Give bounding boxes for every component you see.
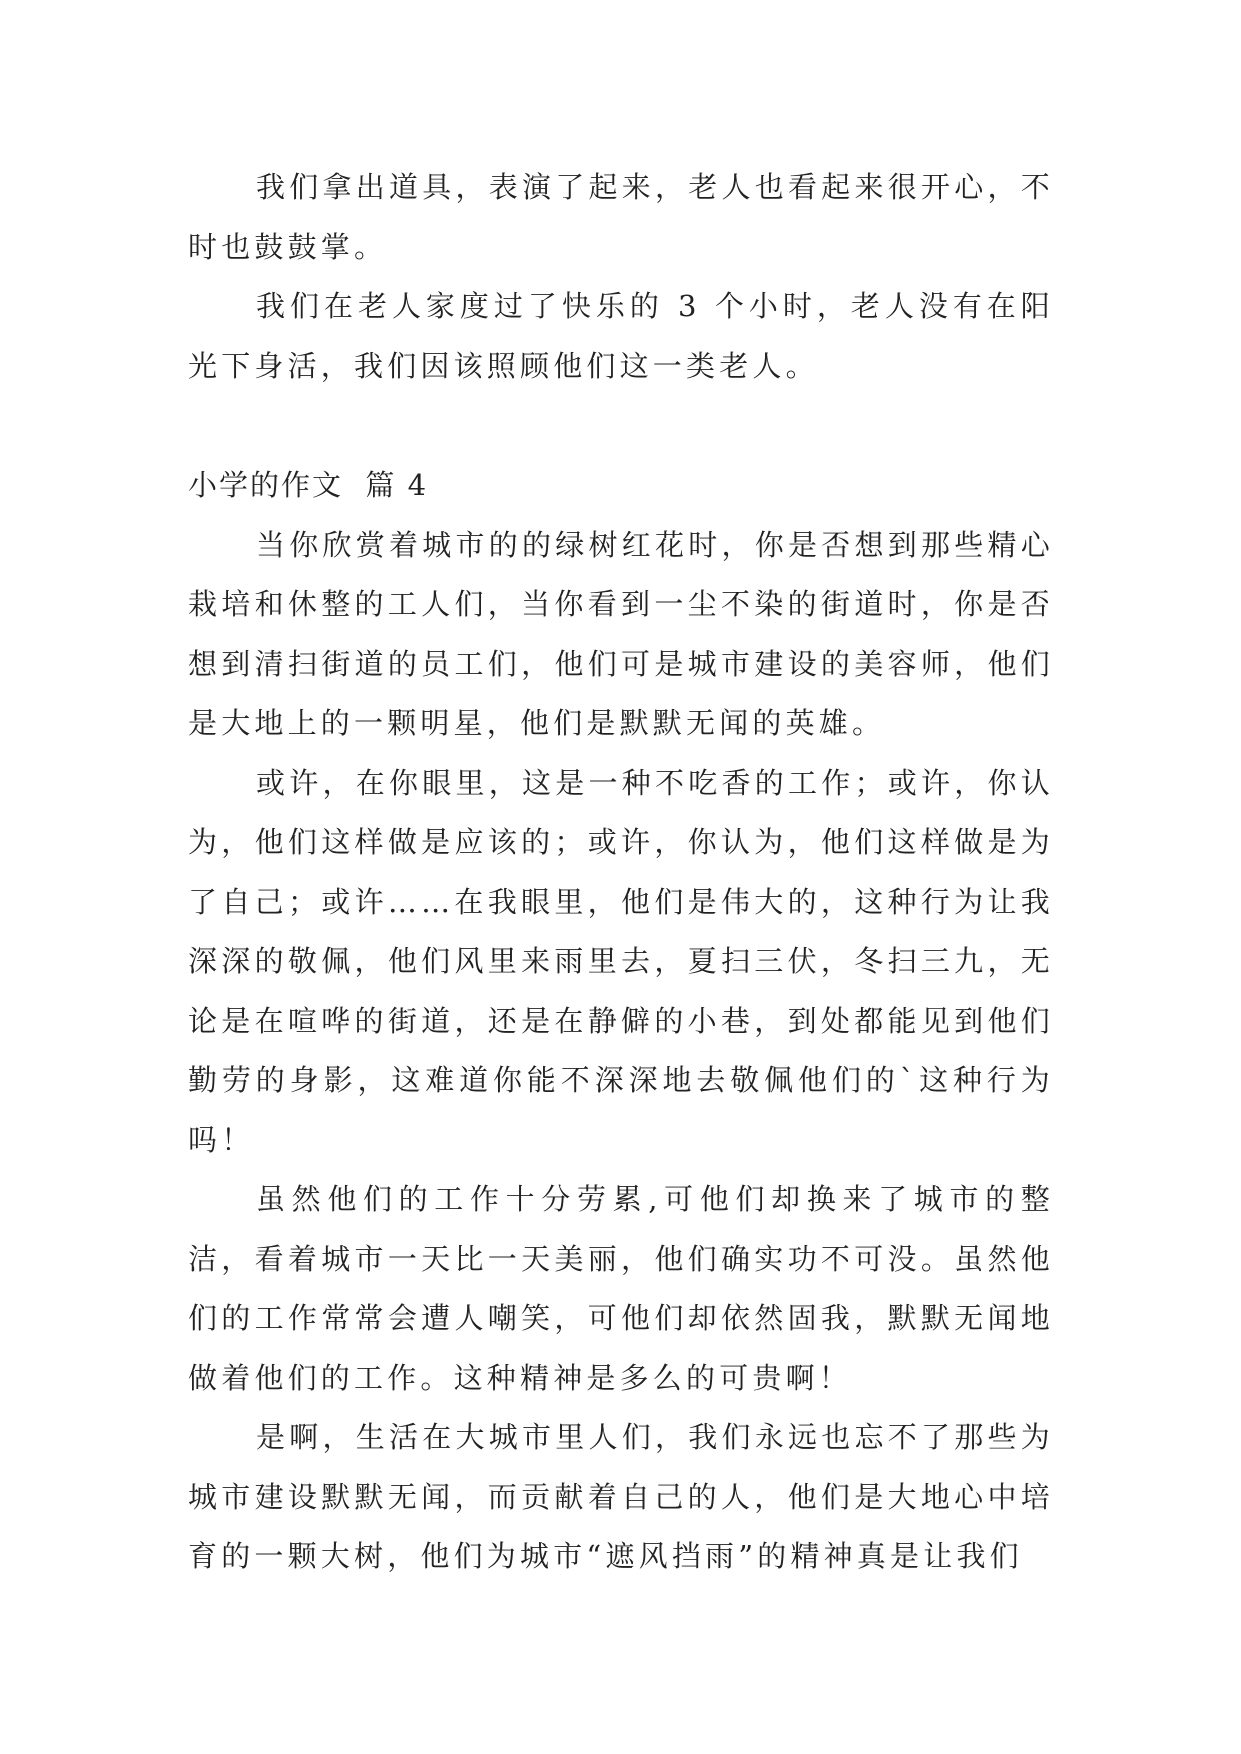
section-title: 小学的作文 篇 4 (188, 468, 429, 502)
paragraph-continued-2: 我们在老人家度过了快乐的 3 个小时，老人没有在阳光下身活，我们因该照顾他们这一类老人。 (188, 289, 1054, 383)
paragraph-4: 是啊，生活在大城市里人们，我们永远也忘不了那些为城市建设默默无闻，而贡献着自己的人，他们是大地心中培育的一颗大树，他们为城市“遮风挡雨”的精神真是让我们 (188, 1420, 1054, 1573)
document-body (188, 158, 1054, 1587)
paragraph-1: 当你欣赏着城市的的绿树红花时，你是否想到那些精心栽培和休整的工人们，当你看到一尘不染的街道时，你是否想到清扫街道的员工们，他们可是城市建设的美容师，他们是大地上的一颗明星，他们是默默无闻的英雄。 (188, 527, 1054, 740)
paragraph-continued-1: 我们拿出道具，表演了起来，老人也看起来很开心，不时也鼓鼓掌。 (188, 170, 1054, 264)
paragraph-2: 或许，在你眼里，这是一种不吃香的工作；或许，你认为，他们这样做是应该的；或许，你认为，他们这样做是为了自己；或许……在我眼里，他们是伟大的，这种行为让我深深的敬佩，他们风里来雨里去，夏扫三伏，冬扫三九，无论是在喧哗的街道，还是在静僻的小巷，到处都能见到他们勤劳的身影，这难道你能不深深地去敬佩他们的`这种行为吗！ (188, 765, 1054, 1157)
section-spacer (188, 396, 1054, 456)
paragraph-3: 虽然他们的工作十分劳累,可他们却换来了城市的整洁，看着城市一天比一天美丽，他们确实功不可没。虽然他们的工作常常会遭人嘲笑，可他们却依然固我，默默无闻地做着他们的工作。这种精神是多么的可贵啊！ (188, 1182, 1054, 1395)
